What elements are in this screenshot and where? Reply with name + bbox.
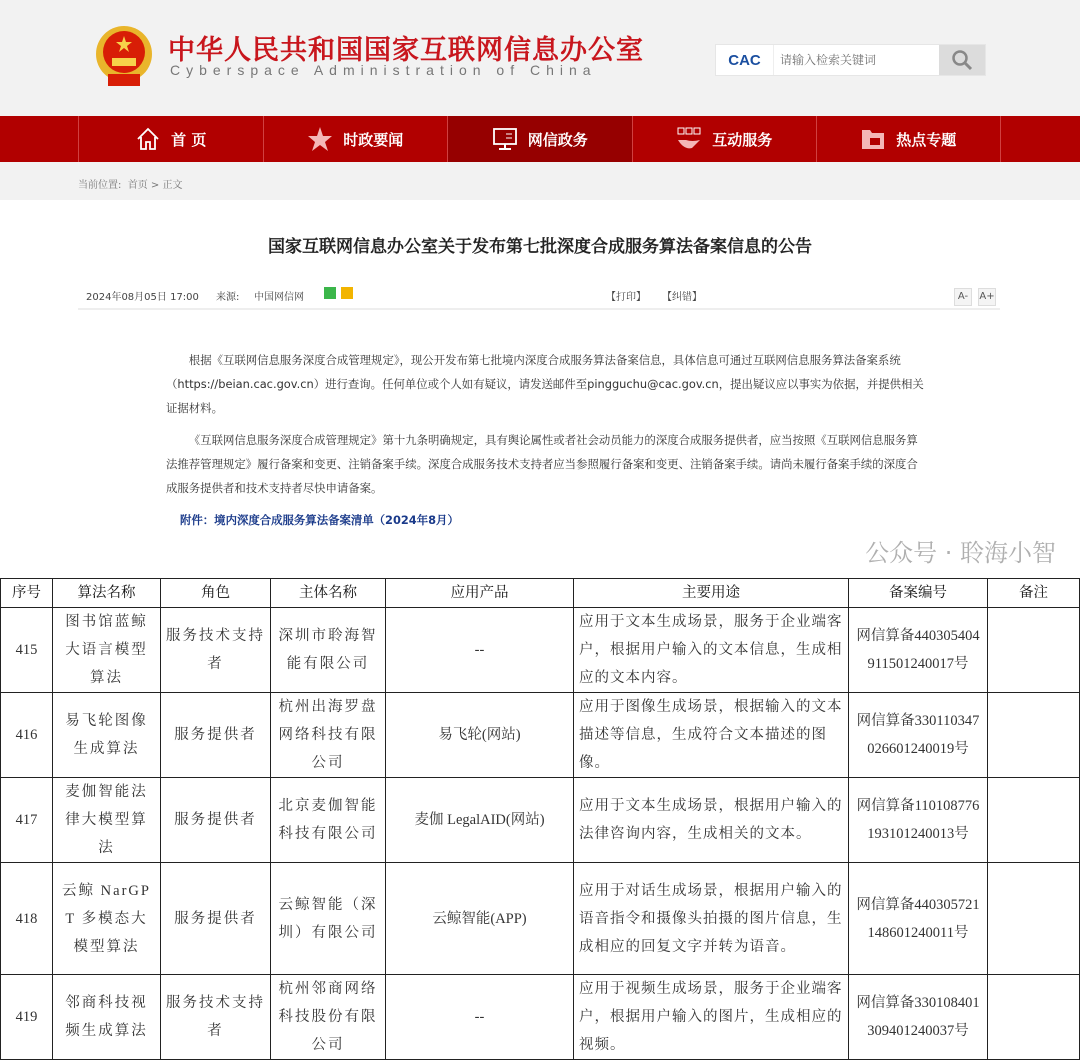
site-header (0, 0, 1080, 116)
table-cell: 杭州邻商网络科技股份有限公司 (271, 975, 386, 1060)
table-cell: 应用于视频生成场景，服务于企业端客户，根据用户输入的图片，生成相应的视频。 (574, 975, 849, 1060)
nav-label: 网信政务 (527, 130, 588, 149)
table-row (1, 693, 1080, 778)
breadcrumb (0, 162, 1080, 200)
table-cell: 服务提供者 (161, 778, 271, 863)
correct-link[interactable]: 【纠错】 (662, 292, 702, 303)
cac-logo: CAC (716, 45, 774, 75)
table-cell: 易飞轮(网站) (386, 693, 574, 778)
table-cell: 麦伽 LegalAID(网站) (386, 778, 574, 863)
table-cell: -- (386, 608, 574, 693)
table-cell (988, 608, 1080, 693)
column-header: 主要用途 (574, 579, 849, 608)
main-nav (0, 116, 1080, 162)
watermark: 公众号 · 聆海小智 (865, 539, 1056, 567)
table-cell (988, 863, 1080, 975)
table-cell: 深圳市聆海智能有限公司 (271, 608, 386, 693)
table-cell: 网信算备440305721148601240011号 (849, 863, 988, 975)
column-header: 备案编号 (849, 579, 988, 608)
table-cell: 杭州出海罗盘网络科技有限公司 (271, 693, 386, 778)
table-cell: 418 (1, 863, 53, 975)
table-cell (988, 693, 1080, 778)
nav-home[interactable] (78, 116, 263, 162)
nav-label: 互动服务 (712, 130, 773, 149)
nav-affairs[interactable] (447, 116, 632, 162)
table-cell: 云鲸 NarGPT 多模态大模型算法 (53, 863, 161, 975)
table-cell: 网信算备440305404911501240017号 (849, 608, 988, 693)
table-cell: 应用于文本生成场景，根据用户输入的法律咨询内容，生成相关的文本。 (574, 778, 849, 863)
print-link[interactable]: 【打印】 (606, 292, 646, 303)
national-emblem-icon (94, 24, 154, 88)
column-header: 主体名称 (271, 579, 386, 608)
home-icon (135, 126, 161, 152)
table-row (1, 608, 1080, 693)
table-cell: 应用于对话生成场景，根据用户输入的语音指令和摄像头拍摄的图片信息，生成相应的回复文字并转为语音。 (574, 863, 849, 975)
nav-label: 时政要闻 (343, 130, 404, 149)
table-row (1, 863, 1080, 975)
table-cell: 麦伽智能法律大模型算法 (53, 778, 161, 863)
table-row (1, 975, 1080, 1060)
table-row (1, 778, 1080, 863)
nav-interactive[interactable] (632, 116, 817, 162)
table-cell: 419 (1, 975, 53, 1060)
qzone-share-icon[interactable] (341, 287, 353, 299)
star-icon (307, 126, 333, 152)
source-label: 来源: (216, 292, 240, 303)
article-meta (78, 286, 1000, 310)
search-button[interactable] (939, 45, 985, 75)
paragraph: 根据《互联网信息服务深度合成管理规定》，现公开发布第七批境内深度合成服务算法备案信息，具体信息可通过互联网信息服务算法备案系统（https://beian.cac.gov.cn）进行查询。任何单位或个人如有疑议，请发送邮件至pingguchu@cac.gov.cn，提出疑议应以事实为依据，并提供相关证据材料。 (166, 353, 924, 415)
table-header-row (1, 579, 1080, 608)
folder-icon (860, 126, 886, 152)
algorithm-filing-table (0, 578, 1080, 1060)
column-header: 序号 (1, 579, 53, 608)
hand-icon (676, 126, 702, 152)
table-cell: 416 (1, 693, 53, 778)
column-header: 算法名称 (53, 579, 161, 608)
table-cell: 应用于文本生成场景，服务于企业端客户，根据用户输入的文本信息，生成相应的文本内容。 (574, 608, 849, 693)
table-cell: 图书馆蓝鲸大语言模型算法 (53, 608, 161, 693)
site-name-en: Cyberspace Administration of China (170, 62, 597, 78)
monitor-icon (492, 126, 518, 152)
font-increase-button[interactable]: A+ (978, 288, 996, 306)
column-header: 角色 (161, 579, 271, 608)
table-cell: 415 (1, 608, 53, 693)
table-cell: 云鲸智能(APP) (386, 863, 574, 975)
search-box (715, 44, 986, 76)
table-cell (988, 975, 1080, 1060)
table-cell: -- (386, 975, 574, 1060)
breadcrumb-home[interactable]: 首页 (127, 180, 148, 191)
breadcrumb-prefix: 当前位置: (78, 180, 122, 191)
table-cell: 北京麦伽智能科技有限公司 (271, 778, 386, 863)
table-cell: 易飞轮图像生成算法 (53, 693, 161, 778)
site-name-cn: 中华人民共和国国家互联网信息办公室 (168, 35, 644, 66)
article-title: 国家互联网信息办公室关于发布第七批深度合成服务算法备案信息的公告 (268, 237, 812, 257)
column-header: 备注 (988, 579, 1080, 608)
wechat-share-icon[interactable] (324, 287, 336, 299)
table-cell: 服务提供者 (161, 863, 271, 975)
source-name: 中国网信网 (254, 292, 304, 303)
table-cell: 邻商科技视频生成算法 (53, 975, 161, 1060)
table-cell: 网信算备330108401309401240037号 (849, 975, 988, 1060)
table-cell: 服务技术支持者 (161, 975, 271, 1060)
breadcrumb-sep: > (150, 180, 160, 191)
table-cell: 服务提供者 (161, 693, 271, 778)
table-cell (988, 778, 1080, 863)
nav-label: 热点专题 (896, 130, 957, 149)
search-input[interactable] (774, 45, 939, 75)
nav-news[interactable] (263, 116, 448, 162)
breadcrumb-current: 正文 (162, 180, 183, 191)
table-cell: 服务技术支持者 (161, 608, 271, 693)
table-cell: 网信算备110108776193101240013号 (849, 778, 988, 863)
table-cell: 417 (1, 778, 53, 863)
font-decrease-button[interactable]: A- (954, 288, 972, 306)
table-cell: 网信算备330110347026601240019号 (849, 693, 988, 778)
column-header: 应用产品 (386, 579, 574, 608)
attachment-link[interactable]: 附件：境内深度合成服务算法备案清单（2024年8月） (180, 513, 459, 527)
table-cell: 云鲸智能（深圳）有限公司 (271, 863, 386, 975)
publish-date: 2024年08月05日 17:00 (86, 292, 199, 303)
table-cell: 应用于图像生成场景，根据输入的文本描述等信息，生成符合文本描述的图像。 (574, 693, 849, 778)
nav-label: 首 页 (171, 130, 207, 149)
nav-topics[interactable] (816, 116, 1001, 162)
search-icon (951, 49, 973, 71)
paragraph: 《互联网信息服务深度合成管理规定》第十九条明确规定，具有舆论属性或者社会动员能力的深度合成服务提供者，应当按照《互联网信息服务算法推荐管理规定》履行备案和变更、注销备案手续。深度合成服务技术支持者应当参照履行备案和变更、注销备案手续。请尚未履行备案手续的深度合成服务提供者和技术支持者尽快申请备案。 (166, 433, 918, 495)
